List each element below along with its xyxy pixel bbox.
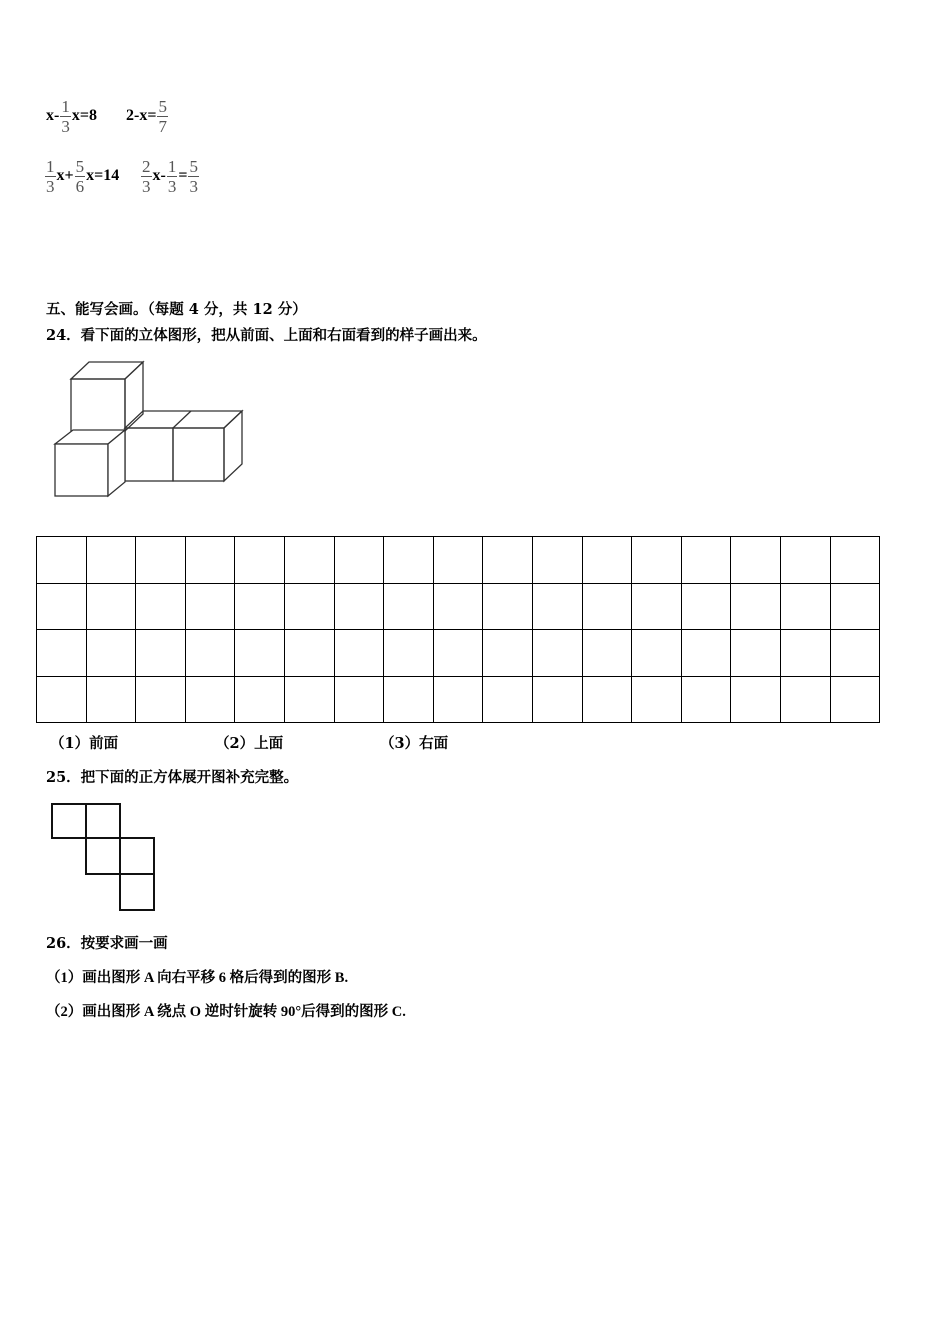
grid-cell[interactable]	[681, 676, 731, 723]
front-cube-front	[55, 444, 108, 496]
grid-cell[interactable]	[830, 630, 880, 677]
grid-cell[interactable]	[830, 583, 880, 630]
grid-cell[interactable]	[780, 630, 830, 677]
fraction: $\frac{5}{7}$	[158, 97, 167, 136]
grid-cell[interactable]	[731, 676, 781, 723]
grid-cell[interactable]	[384, 676, 434, 723]
grid-row	[37, 676, 880, 723]
grid-cell[interactable]	[136, 676, 186, 723]
grid-cell[interactable]	[86, 630, 136, 677]
grid-cell[interactable]	[384, 630, 434, 677]
grid-cell[interactable]	[582, 676, 632, 723]
grid-cell[interactable]	[235, 630, 285, 677]
net-square	[86, 804, 120, 838]
grid-cell[interactable]	[86, 676, 136, 723]
equation-1: x- $\frac{1}{3}$ x=8	[46, 97, 97, 136]
fraction: $\frac{1}{3}$	[61, 97, 70, 136]
grid-cell[interactable]	[780, 583, 830, 630]
grid-cell[interactable]	[136, 583, 186, 630]
grid-cell[interactable]	[731, 583, 781, 630]
grid-cell[interactable]	[632, 676, 682, 723]
label-right: （3）右面	[380, 735, 449, 752]
grid-cell[interactable]	[86, 537, 136, 584]
grid-cell[interactable]	[632, 537, 682, 584]
question-26: 26．按要求画一画	[46, 935, 168, 952]
grid-cell[interactable]	[681, 630, 731, 677]
grid-cell[interactable]	[86, 583, 136, 630]
grid-cell[interactable]	[37, 630, 87, 677]
grid-cell[interactable]	[284, 537, 334, 584]
grid-cell[interactable]	[483, 676, 533, 723]
question-26-part-2: （2）画出图形 A 绕点 O 逆时针旋转 90°后得到的图形 C.	[46, 1004, 406, 1020]
grid-cell[interactable]	[830, 537, 880, 584]
row-cube-2	[173, 428, 224, 481]
row-side	[224, 411, 242, 481]
fraction: $\frac{2}{3}$	[142, 157, 151, 196]
grid-cell[interactable]	[780, 676, 830, 723]
grid-cell[interactable]	[582, 630, 632, 677]
grid-cell[interactable]	[185, 630, 235, 677]
section-heading: 五、能写会画。（每题 4 分，共 12 分）	[46, 301, 307, 318]
fraction: $\frac{1}{3}$	[167, 157, 177, 196]
label-top: （2）上面	[215, 735, 284, 752]
grid-cell[interactable]	[780, 537, 830, 584]
grid-cell[interactable]	[830, 676, 880, 723]
net-square	[120, 874, 154, 910]
grid-cell[interactable]	[37, 537, 87, 584]
grid-cell[interactable]	[334, 537, 384, 584]
question-25: 25．把下面的正方体展开图补充完整。	[46, 769, 299, 786]
cube-net-figure	[48, 800, 160, 916]
grid-cell[interactable]	[532, 537, 582, 584]
grid-cell[interactable]	[235, 537, 285, 584]
grid-cell[interactable]	[433, 583, 483, 630]
grid-cell[interactable]	[433, 676, 483, 723]
grid-cell[interactable]	[185, 537, 235, 584]
grid-cell[interactable]	[37, 676, 87, 723]
grid-cell[interactable]	[284, 583, 334, 630]
grid-cell[interactable]	[185, 583, 235, 630]
fraction: $\frac{5}{3}$	[189, 157, 198, 196]
grid-cell[interactable]	[433, 630, 483, 677]
grid-cell[interactable]	[433, 537, 483, 584]
grid-cell[interactable]	[483, 537, 533, 584]
grid-cell[interactable]	[334, 676, 384, 723]
grid-cell[interactable]	[334, 630, 384, 677]
equation-2: 2-x= $\frac{5}{7}$	[126, 97, 167, 136]
grid-cell[interactable]	[731, 537, 781, 584]
grid-cell[interactable]	[532, 583, 582, 630]
grid-cell[interactable]	[582, 583, 632, 630]
fraction: $\frac{5}{6}$	[75, 157, 85, 196]
grid-cell[interactable]	[384, 537, 434, 584]
equation-4: $\frac{2}{3}$ x- $\frac{1}{3}$ = $\frac{5}{3}$	[142, 157, 198, 196]
fraction: $\frac{1}{3}$	[46, 157, 55, 196]
cube-figure	[50, 358, 250, 503]
question-24: 24．看下面的立体图形，把从前面、上面和右面看到的样子画出来。	[46, 327, 487, 344]
cube-top-front	[71, 379, 125, 431]
grid-cell[interactable]	[185, 676, 235, 723]
cube-top-top	[71, 362, 143, 379]
grid-cell[interactable]	[334, 583, 384, 630]
grid-cell[interactable]	[483, 630, 533, 677]
label-front: （1）前面	[50, 735, 119, 752]
grid-cell[interactable]	[483, 583, 533, 630]
row-cube-1	[125, 428, 173, 481]
grid-row	[37, 630, 880, 677]
grid-cell[interactable]	[681, 537, 731, 584]
grid-cell[interactable]	[284, 676, 334, 723]
grid-cell[interactable]	[37, 583, 87, 630]
equation-3: $\frac{1}{3}$ x+ $\frac{5}{6}$ x=14	[46, 157, 120, 196]
grid-cell[interactable]	[136, 630, 186, 677]
grid-cell[interactable]	[136, 537, 186, 584]
net-square	[52, 804, 86, 838]
grid-cell[interactable]	[532, 630, 582, 677]
question-26-part-1: （1）画出图形 A 向右平移 6 格后得到的图形 B.	[46, 970, 349, 986]
grid-cell[interactable]	[532, 676, 582, 723]
grid-cell[interactable]	[582, 537, 632, 584]
net-square	[120, 838, 154, 874]
net-square	[86, 838, 120, 874]
grid-cell[interactable]	[284, 630, 334, 677]
grid-cell[interactable]	[235, 583, 285, 630]
grid-row	[37, 583, 880, 630]
drawing-grid[interactable]	[36, 536, 880, 723]
grid-cell[interactable]	[235, 676, 285, 723]
grid-row	[37, 537, 880, 584]
grid-cell[interactable]	[681, 583, 731, 630]
grid-cell[interactable]	[632, 583, 682, 630]
grid-cell[interactable]	[632, 630, 682, 677]
grid-cell[interactable]	[384, 583, 434, 630]
grid-cell[interactable]	[731, 630, 781, 677]
cube-top-side	[125, 362, 143, 431]
